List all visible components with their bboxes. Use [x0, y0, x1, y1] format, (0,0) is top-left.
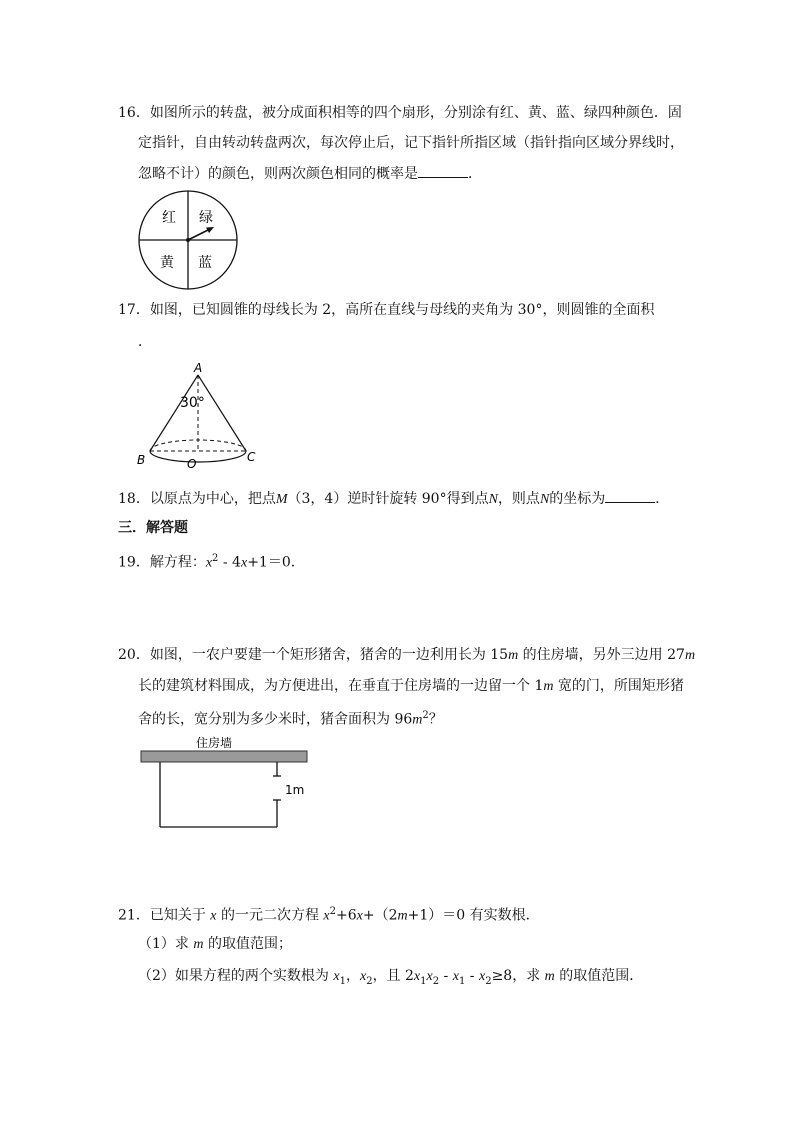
var-n: N [488, 492, 498, 507]
question-number: 19． [118, 554, 150, 571]
q20-text: ？ [428, 711, 443, 728]
q21-text: 的取值范围． [559, 968, 644, 984]
unit-m: m [684, 648, 696, 663]
subscript: 1 [339, 975, 346, 987]
var-m: m [397, 908, 408, 924]
cone-figure [134, 358, 264, 473]
q20-text: 宽的门，所围矩形猪 [553, 678, 684, 694]
section-heading: 三．解答题 [118, 520, 188, 536]
question-number: 18． [118, 491, 150, 507]
unit-m: m [412, 712, 423, 728]
q19-eq-2: +1＝0． [247, 554, 305, 571]
var-x: x [426, 969, 433, 984]
q16-text-1: 如图所示的转盘，被分成面积相等的四个扇形，分别涂有红、黄、蓝、绿四种颜色．固 [149, 105, 682, 121]
q21-eq: +（2 [362, 907, 398, 924]
var-x: x [210, 908, 217, 924]
question-number: 17． [118, 302, 150, 318]
q21-sub-2 [138, 966, 643, 992]
var-x: x [333, 969, 340, 984]
house-wall [141, 751, 307, 762]
q18-text-4: 的坐标为 [549, 491, 606, 507]
answer-blank [418, 163, 468, 178]
q21-text: 已知关于 [149, 907, 206, 924]
superscript: 2 [329, 906, 336, 917]
q20-line-1 [118, 645, 695, 666]
q19-eq-1: - 4 [218, 554, 241, 571]
q20-line-2 [138, 676, 684, 697]
q20-text: 长的建筑材料围成，为方便进出，在垂直于住房墙的一边留一个 1 [138, 678, 544, 694]
sector-red: 红 [162, 210, 176, 226]
cone-slant-right [198, 375, 246, 451]
q17-text-2: ． [138, 334, 152, 350]
q19-line [118, 549, 305, 574]
vertex-label-b: B [137, 453, 146, 467]
q20-text: 舍的长，宽分别为多少米时，猪舍面积为 96 [138, 711, 413, 728]
var-x: x [452, 969, 459, 984]
var-x: x [356, 908, 363, 924]
question-number: 21． [118, 907, 150, 924]
pigpen-figure [136, 732, 316, 832]
sector-blue: 蓝 [198, 255, 212, 271]
subscript: 2 [485, 975, 492, 987]
cone-base-front [150, 451, 246, 462]
q18-text-3: ，则点 [497, 491, 540, 507]
q19-text: 解方程： [149, 554, 206, 571]
var-x: x [478, 969, 486, 984]
var-m: m [544, 969, 555, 984]
q16-end: ． [468, 166, 482, 182]
q21-eq: +6 [336, 907, 357, 924]
spinner-pointer [188, 229, 210, 240]
q20-text: 如图，一农户要建一个矩形猪舍，猪舍的一边利用长为 15 [149, 647, 509, 663]
q20-text: 的住房墙，另外三边用 27 [518, 647, 685, 663]
q18-end: ． [655, 491, 670, 507]
q17-text-1: 如图，已知圆锥的母线长为 2，高所在直线与母线的夹角为 30°，则圆锥的全面积 [149, 302, 655, 318]
q18-text-1: 以原点为中心，把点 [149, 491, 276, 507]
q18-line [118, 488, 669, 510]
subscript: 2 [432, 975, 440, 987]
q16-text-2: 定指针，自由转动转盘两次，每次停止后，记下指针所指区域（指针指向区域分界线时， [138, 135, 684, 151]
q21-text: - [439, 968, 453, 984]
door-label: 1m [285, 783, 305, 797]
q17-line-1 [118, 300, 654, 320]
var-m: m [193, 937, 204, 952]
var-m: M [275, 492, 288, 507]
question-number: 20． [118, 647, 150, 663]
center-label-o: O [187, 457, 197, 471]
q18-text-2: （3，4）逆时针旋转 90°得到点 [287, 491, 489, 507]
superscript: 2 [212, 553, 219, 564]
angle-label: 30° [180, 395, 205, 411]
answer-blank [605, 488, 655, 503]
q21-line-1 [118, 902, 540, 927]
q21-eq: +1）＝0 有实数根． [407, 907, 540, 924]
vertex-label-c: C [247, 450, 256, 464]
unit-m: m [543, 679, 554, 694]
sector-green: 绿 [199, 210, 213, 226]
question-number: 16． [118, 105, 150, 121]
var-x: x [413, 969, 421, 984]
subscript: 1 [458, 975, 466, 987]
var-x: x [359, 969, 367, 984]
q16-text-3: 忽略不计）的颜色，则两次颜色相同的概率是 [138, 166, 418, 182]
wall-label: 住房墙 [196, 736, 233, 750]
q16-line-1 [118, 103, 682, 123]
sector-yellow: 黄 [160, 255, 174, 271]
q21-text: （1）求 [138, 936, 189, 952]
q21-sub-1 [138, 934, 292, 955]
unit-m: m [508, 648, 519, 663]
q21-text: 的一元二次方程 [220, 907, 319, 924]
q21-text: - [465, 968, 479, 984]
spinner-figure [136, 188, 240, 292]
q21-text: （2）如果方程的两个实数根为 [138, 968, 329, 984]
superscript: 2 [422, 710, 429, 721]
q21-text: ≥8，求 [491, 968, 541, 984]
q17-line-2 [138, 332, 152, 352]
q21-text: ，且 2 [372, 968, 414, 984]
var-x: x [323, 908, 330, 924]
subscript: 1 [420, 975, 427, 987]
q16-line-3 [138, 163, 482, 184]
q21-text: ， [345, 968, 360, 984]
q20-line-3 [138, 706, 443, 731]
cone-slant-left [150, 375, 198, 451]
var-n: N [539, 492, 550, 507]
q16-line-2 [138, 133, 684, 153]
subscript: 2 [366, 975, 373, 987]
spinner-center [186, 238, 190, 242]
var-x: x [240, 555, 248, 571]
var-x: x [205, 555, 213, 571]
vertex-label-a: A [194, 361, 203, 375]
q21-text: 的取值范围； [207, 936, 292, 952]
